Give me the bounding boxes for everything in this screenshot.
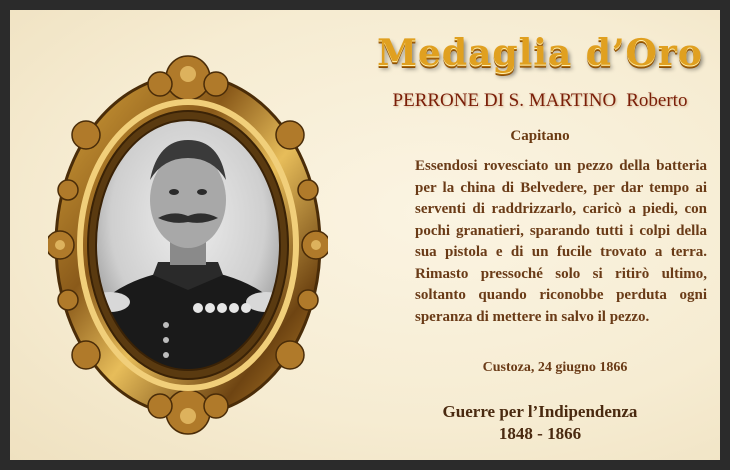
recipient-surname: PERRONE DI S. MARTINO	[392, 90, 617, 111]
war-name: Guerre per l’Indipendenza	[442, 402, 638, 421]
recipient-first-name: Roberto	[626, 90, 688, 111]
place-date: Custoza, 24 giugno 1866	[482, 360, 628, 375]
recipient-rank: Capitano	[510, 128, 570, 144]
recipient-name	[360, 90, 720, 112]
citation-text: Essendosi rovesciato un pezzo della batteria per la china di Belvedere, per dar tempo ai serventi di raddrizzarlo, caricò a piedi, con pochi granatieri, sparando tutti i colpi della sua pistola e di un fucile trovato a terra. Rimasto pressoché solo si ritirò ultimo, soltanto quando riconobbe perduta ogni speranza di mettere in salvo il pezzo.	[415, 158, 707, 325]
ornate-frame-icon	[48, 40, 328, 440]
award-title: Medaglia d’Oro	[377, 32, 703, 74]
war-years: 1848 - 1866	[498, 424, 582, 443]
portrait-frame	[48, 40, 328, 440]
award-card	[10, 10, 720, 460]
